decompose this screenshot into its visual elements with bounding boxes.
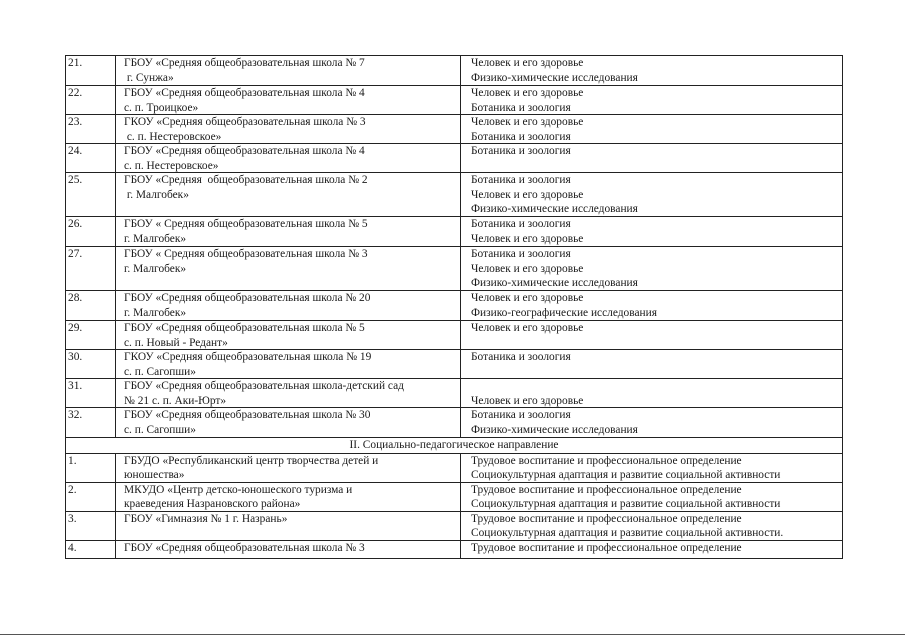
direction-line: Физико-химические исследования [471, 423, 638, 436]
direction-line: Трудовое воспитание и профессиональное определение [471, 454, 742, 467]
organization-name [116, 291, 461, 320]
direction-line: Человек и его здоровье [471, 262, 584, 275]
organization-line: г. Малгобек» [124, 306, 187, 319]
direction-line: Ботаника и зоология [471, 218, 571, 230]
organization-name [116, 144, 461, 172]
table-row [66, 541, 842, 559]
organization-line: МКУДО «Центр детско-юношеского туризма и [124, 483, 353, 496]
section-title: II. Социально-педагогическое направление [349, 439, 559, 451]
organization-name [116, 86, 461, 114]
direction-line: Ботаника и зоология [471, 409, 571, 421]
table-row [66, 483, 842, 512]
organization-name [116, 217, 461, 246]
program-directions [461, 454, 842, 482]
program-directions [461, 483, 842, 511]
row-number: 23. [66, 115, 116, 143]
program-directions [461, 379, 842, 407]
organization-line: ГБОУ «Средняя общеобразовательная школа № 3 [124, 541, 365, 554]
organization-line: ГБОУ «Средняя общеобразовательная школа № 2 [124, 174, 368, 186]
table-row [66, 173, 842, 217]
table-row [66, 86, 842, 115]
organization-name [116, 247, 461, 290]
organization-line: с. п. Нестеровское» [124, 159, 219, 172]
organization-line: ГКОУ «Средняя общеобразовательная школа № 19 [124, 351, 372, 363]
row-number: 24. [66, 144, 116, 172]
table-row [66, 291, 842, 321]
organization-line: № 21 с. п. Аки-Юрт» [124, 394, 227, 407]
organization-line: с. п. Сагопши» [124, 423, 196, 436]
organization-line: г. Малгобек» [124, 188, 189, 201]
organization-line: г. Малгобек» [124, 262, 187, 275]
organization-name [116, 512, 461, 540]
direction-line: Человек и его здоровье [471, 322, 584, 334]
direction-line: Человек и его здоровье [471, 394, 584, 407]
direction-line: Социокультурная адаптация и развитие социальной активности. [471, 527, 784, 540]
organization-line: ГБУДО «Республиканский центр творчества детей и [124, 454, 379, 467]
direction-line: Человек и его здоровье [471, 232, 584, 245]
table-row [66, 512, 842, 541]
table-row [66, 321, 842, 350]
organization-line: ГБОУ «Средняя общеобразовательная школа № 4 [124, 145, 365, 157]
organization-line: краеведения Назрановского района» [124, 498, 301, 511]
organization-name [116, 408, 461, 437]
table-row [66, 379, 842, 408]
direction-line: Ботаника и зоология [471, 248, 571, 260]
direction-line: Физико-химические исследования [471, 71, 638, 84]
row-number: 29. [66, 321, 116, 349]
direction-line [471, 379, 839, 394]
direction-line: Ботаника и зоология [471, 351, 571, 363]
row-number: 28. [66, 291, 116, 320]
direction-line: Ботаника и зоология [471, 101, 571, 114]
program-directions [461, 247, 842, 290]
table-row [66, 350, 842, 379]
direction-line: Ботаника и зоология [471, 130, 571, 143]
direction-line: Ботаника и зоология [471, 145, 571, 157]
table-row [66, 115, 842, 144]
direction-line: Социокультурная адаптация и развитие социальной активности [471, 498, 781, 511]
organization-name [116, 173, 461, 216]
institutions-table [65, 55, 843, 559]
organization-line: ГБОУ «Средняя общеобразовательная школа № 20 [124, 292, 371, 304]
organization-line: ГКОУ «Средняя общеобразовательная школа № 3 [124, 116, 366, 128]
organization-name [116, 379, 461, 407]
program-directions [461, 512, 842, 540]
row-number: 31. [66, 379, 116, 407]
organization-line: юношества» [124, 469, 185, 482]
organization-line: с. п. Троицкое» [124, 101, 199, 114]
organization-line: ГБОУ «Средняя общеобразовательная школа № 4 [124, 87, 365, 99]
table-row [66, 144, 842, 173]
row-number: 1. [66, 454, 116, 482]
direction-line: Человек и его здоровье [471, 292, 584, 304]
table-row [66, 408, 842, 438]
row-number: 4. [66, 541, 116, 558]
direction-line: Человек и его здоровье [471, 87, 584, 99]
organization-line: с. п. Нестеровское» [124, 130, 222, 143]
row-number: 30. [66, 350, 116, 378]
organization-name [116, 115, 461, 143]
organization-name [116, 350, 461, 378]
program-directions [461, 541, 842, 558]
organization-line: г. Малгобек» [124, 232, 187, 245]
program-directions [461, 115, 842, 143]
organization-name [116, 454, 461, 482]
organization-line: ГБОУ «Средняя общеобразовательная школа № 30 [124, 409, 371, 421]
table-row [66, 247, 842, 291]
program-directions [461, 173, 842, 216]
program-directions [461, 56, 842, 85]
row-number: 3. [66, 512, 116, 540]
row-number: 26. [66, 217, 116, 246]
direction-line: Трудовое воспитание и профессиональное определение [471, 541, 742, 554]
organization-line: ГБОУ « Средняя общеобразовательная школа № 3 [124, 248, 368, 260]
program-directions [461, 350, 842, 378]
row-number: 25. [66, 173, 116, 216]
organization-line: с. п. Сагопши» [124, 365, 196, 378]
row-number: 27. [66, 247, 116, 290]
organization-line: ГБОУ «Средняя общеобразовательная школа-детский сад [124, 380, 404, 392]
organization-name [116, 321, 461, 349]
section-header [66, 438, 842, 454]
social-pedagogical-rows [66, 454, 842, 559]
table-row [66, 454, 842, 483]
organization-name [116, 483, 461, 511]
table-row [66, 217, 842, 247]
direction-line: Физико-химические исследования [471, 203, 638, 216]
direction-line: Человек и его здоровье [471, 116, 584, 128]
organization-line: ГБОУ « Средняя общеобразовательная школа № 5 [124, 218, 368, 230]
program-directions [461, 144, 842, 172]
direction-line: Трудовое воспитание и профессиональное определение [471, 483, 742, 496]
direction-line: Ботаника и зоология [471, 174, 571, 186]
organization-name [116, 541, 461, 558]
row-number: 21. [66, 56, 116, 85]
direction-line: Физико-химические исследования [471, 277, 638, 290]
row-number: 32. [66, 408, 116, 437]
organization-name [116, 56, 461, 85]
program-directions [461, 217, 842, 246]
table-row [66, 56, 842, 86]
page-edge-line [0, 634, 905, 635]
organization-line: с. п. Новый - Редант» [124, 336, 228, 349]
row-number: 22. [66, 86, 116, 114]
natural-science-rows [66, 56, 842, 438]
direction-line: Физико-географические исследования [471, 306, 657, 319]
organization-line: ГБОУ «Средняя общеобразовательная школа № 5 [124, 322, 365, 334]
organization-line: ГБОУ «Средняя общеобразовательная школа № 7 [124, 57, 365, 69]
row-number: 2. [66, 483, 116, 511]
program-directions [461, 86, 842, 114]
direction-line: Человек и его здоровье [471, 188, 584, 201]
program-directions [461, 408, 842, 437]
direction-line: Человек и его здоровье [471, 57, 584, 69]
direction-line: Трудовое воспитание и профессиональное определение [471, 512, 742, 525]
organization-line: г. Сунжа» [124, 71, 174, 84]
direction-line: Социокультурная адаптация и развитие социальной активности [471, 469, 781, 482]
program-directions [461, 321, 842, 349]
organization-line: ГБОУ «Гимназия № 1 г. Назрань» [124, 512, 288, 525]
program-directions [461, 291, 842, 320]
